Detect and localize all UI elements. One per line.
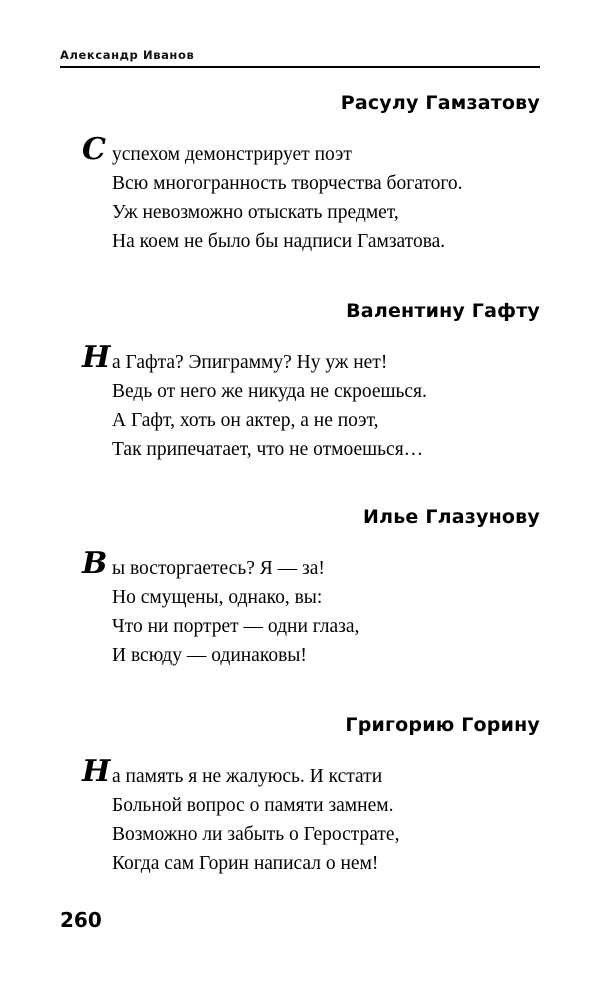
poem-line: На коем не было бы надписи Гамзатова. (112, 231, 446, 252)
epigram-block (60, 714, 540, 878)
epigram-body (60, 546, 540, 670)
poem-line (82, 132, 540, 169)
header-divider (60, 66, 540, 68)
epigram-body (60, 340, 540, 464)
page-header (60, 48, 540, 68)
epigram-title: Илье Глазунову (363, 506, 540, 528)
epigram-body (60, 132, 540, 256)
poem-line: И всюду — одинаковы! (112, 645, 307, 666)
header-author-name: Александр Иванов (60, 48, 195, 62)
epigram-block (60, 300, 540, 464)
poem-line: Больной вопрос о памяти замнем. (112, 795, 394, 816)
drop-cap: В (82, 546, 108, 581)
poem-line-text: успехом демонстрирует поэт (112, 144, 352, 165)
poem-line: А Гафт, хоть он актер, а не поэт, (112, 410, 379, 431)
page-content (60, 92, 540, 908)
poem-line: Когда сам Горин написал о нем! (112, 853, 379, 874)
epigram-body (60, 754, 540, 878)
epigram-title: Валентину Гафту (346, 300, 540, 322)
poem-line: Всю многогранность творчества богатого. (112, 173, 463, 194)
poem-line-text: ы восторгаетесь? Я — за! (112, 558, 325, 579)
poem-line (82, 546, 540, 583)
poem-line: Но смущены, однако, вы: (112, 587, 323, 608)
page-number: 260 (60, 908, 102, 932)
poem-line-text: а Гафта? Эпиграмму? Ну уж нет! (112, 352, 388, 373)
poem-line: Уж невозможно отыскать предмет, (112, 202, 399, 223)
poem-line: Возможно ли забыть о Герострате, (112, 824, 400, 845)
drop-cap: Н (82, 754, 111, 789)
poem-line (82, 754, 540, 791)
poem-line: Ведь от него же никуда не скроешься. (112, 381, 427, 402)
poem-line-text: а память я не жалуюсь. И кстати (112, 766, 383, 787)
poem-line: Так припечатает, что не отмоешься… (112, 439, 424, 460)
epigram-title: Расулу Гамзатову (340, 92, 540, 114)
drop-cap: С (82, 132, 106, 167)
drop-cap: Н (82, 340, 111, 375)
poem-line: Что ни портрет — одни глаза, (112, 616, 360, 637)
epigram-block (60, 506, 540, 670)
epigram-title: Григорию Горину (345, 714, 540, 736)
poem-line (82, 340, 540, 377)
epigram-block (60, 92, 540, 256)
